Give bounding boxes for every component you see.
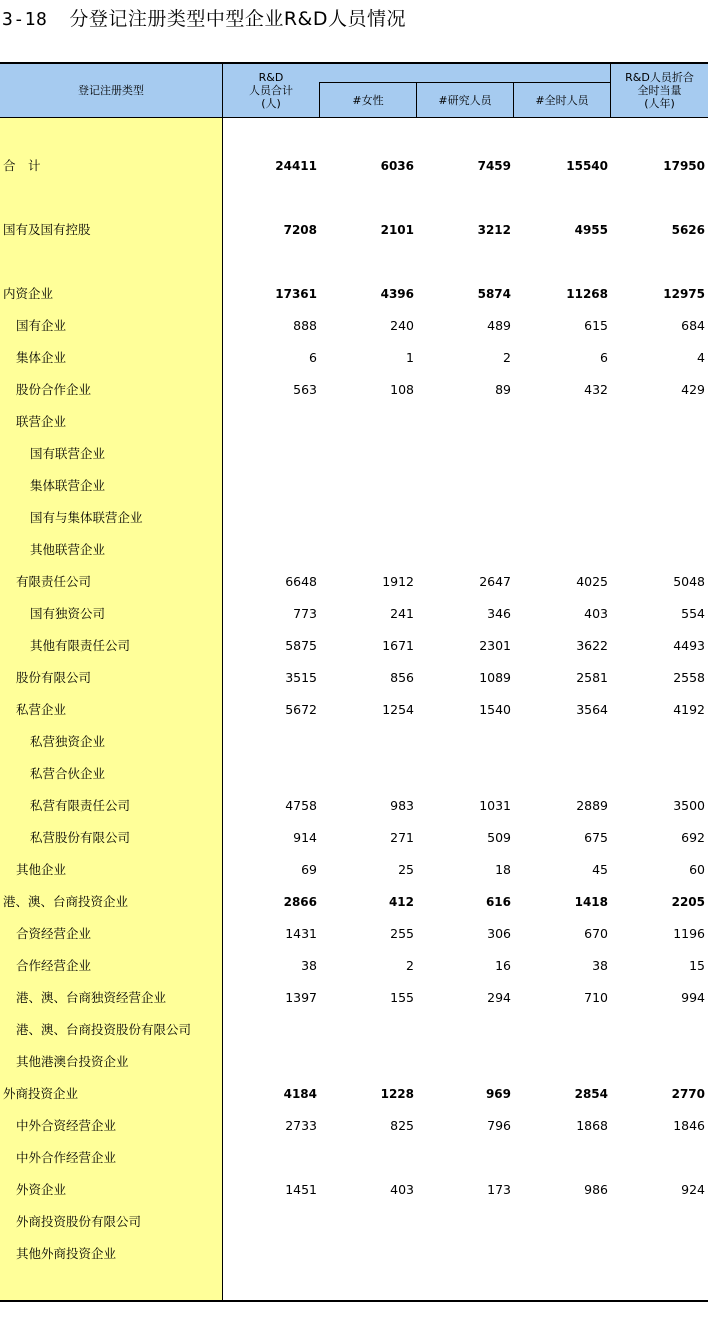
header-divider	[222, 64, 223, 117]
row-value: 3564	[576, 702, 608, 717]
row-label: 股份合作企业	[16, 382, 92, 397]
page-title	[2, 5, 406, 33]
header-registration-type: 登记注册类型	[78, 84, 144, 97]
row-label: 集体企业	[16, 350, 67, 365]
row-value: 1196	[673, 926, 705, 941]
table-row	[0, 284, 708, 304]
row-value	[223, 1212, 317, 1232]
row-value: 24411	[275, 159, 317, 173]
row-value	[514, 1212, 608, 1232]
row-value: 4192	[673, 702, 705, 717]
table-title: 分登记注册类型中型企业R&D人员情况	[69, 8, 407, 30]
row-value: 11268	[566, 287, 608, 301]
row-value: 7459	[477, 159, 511, 173]
row-value: 1540	[479, 702, 511, 717]
row-value	[417, 508, 511, 528]
row-label: 私营合伙企业	[30, 766, 106, 781]
row-value	[611, 444, 705, 464]
row-value	[514, 1052, 608, 1072]
row-value: 615	[584, 318, 608, 333]
table-row	[0, 796, 708, 816]
row-value: 240	[390, 318, 414, 333]
row-value: 4493	[673, 638, 705, 653]
row-label: 港、澳、台商独资经营企业	[16, 990, 167, 1005]
row-value	[417, 1052, 511, 1072]
row-value	[417, 540, 511, 560]
row-value	[611, 412, 705, 432]
row-value: 173	[487, 1182, 511, 1197]
row-label: 外资企业	[16, 1182, 67, 1197]
header-female: #女性	[352, 93, 384, 107]
table-row	[0, 540, 708, 560]
table-row	[0, 412, 708, 432]
row-value: 4758	[285, 798, 317, 813]
row-value: 255	[390, 926, 414, 941]
row-label: 国有与集体联营企业	[30, 510, 143, 525]
row-value: 45	[592, 862, 608, 877]
header-divider	[610, 64, 611, 117]
row-label: 合 计	[3, 158, 41, 173]
header-divider	[513, 83, 514, 117]
row-value: 25	[398, 862, 414, 877]
header-divider	[319, 83, 320, 117]
row-value	[223, 508, 317, 528]
table-row	[0, 508, 708, 528]
row-value: 1671	[382, 638, 414, 653]
row-label: 国有独资公司	[30, 606, 106, 621]
row-value	[611, 732, 705, 752]
row-value	[223, 1052, 317, 1072]
row-value: 1431	[285, 926, 317, 941]
table-row	[0, 860, 708, 880]
row-value: 3212	[477, 223, 511, 237]
row-label: 股份有限公司	[16, 670, 92, 685]
header-subdivider	[319, 82, 611, 83]
row-value: 489	[487, 318, 511, 333]
row-label: 国有及国有控股	[3, 222, 91, 237]
table-number: 3-18	[2, 9, 48, 30]
row-value: 2101	[380, 223, 414, 237]
row-value: 429	[681, 382, 705, 397]
row-value: 1868	[576, 1118, 608, 1133]
table-row	[0, 316, 708, 336]
table-row	[0, 348, 708, 368]
row-value: 18	[495, 862, 511, 877]
table-row	[0, 444, 708, 464]
row-value: 432	[584, 382, 608, 397]
row-value	[611, 1212, 705, 1232]
row-value	[320, 540, 414, 560]
row-value	[223, 1148, 317, 1168]
row-value: 346	[487, 606, 511, 621]
row-value: 773	[293, 606, 317, 621]
row-value: 3500	[673, 798, 705, 813]
row-value: 1089	[479, 670, 511, 685]
row-value	[320, 412, 414, 432]
row-value: 38	[592, 958, 608, 973]
row-value: 2205	[671, 895, 705, 909]
table-row	[0, 1020, 708, 1040]
row-label: 其他港澳台投资企业	[16, 1054, 129, 1069]
row-value: 563	[293, 382, 317, 397]
row-value: 7208	[283, 223, 317, 237]
row-value: 4184	[283, 1087, 317, 1101]
row-value: 1254	[382, 702, 414, 717]
header-researchers: #研究人员	[438, 93, 492, 107]
table-row	[0, 156, 708, 176]
row-value	[320, 508, 414, 528]
row-value: 271	[390, 830, 414, 845]
row-value	[417, 764, 511, 784]
header-rd-total-line3: (人)	[261, 97, 281, 110]
row-value	[417, 1244, 511, 1264]
row-value	[611, 1020, 705, 1040]
row-value	[611, 508, 705, 528]
row-value: 969	[485, 1087, 511, 1101]
row-value: 69	[301, 862, 317, 877]
data-table	[0, 62, 708, 1302]
row-value: 710	[584, 990, 608, 1005]
row-label: 内资企业	[3, 286, 54, 301]
table-row	[0, 1212, 708, 1232]
row-value: 2301	[479, 638, 511, 653]
row-value: 16	[495, 958, 511, 973]
row-value	[223, 412, 317, 432]
row-value: 5875	[285, 638, 317, 653]
row-value	[417, 476, 511, 496]
table-row	[0, 924, 708, 944]
row-label: 外商投资企业	[3, 1086, 79, 1101]
row-value	[320, 1052, 414, 1072]
table-row	[0, 764, 708, 784]
row-label: 其他联营企业	[30, 542, 106, 557]
row-value: 2854	[574, 1087, 608, 1101]
header-fte-line3: (人年)	[644, 97, 675, 110]
row-label: 中外合作经营企业	[16, 1150, 117, 1165]
row-value: 2866	[283, 895, 317, 909]
table-row	[0, 1148, 708, 1168]
row-label: 外商投资股份有限公司	[16, 1214, 142, 1229]
row-value	[320, 1212, 414, 1232]
row-value: 1228	[380, 1087, 414, 1101]
row-value: 924	[681, 1182, 705, 1197]
row-value: 306	[487, 926, 511, 941]
row-label: 其他有限责任公司	[30, 638, 131, 653]
row-value: 2558	[673, 670, 705, 685]
table-row	[0, 220, 708, 240]
table-row	[0, 604, 708, 624]
row-value	[514, 732, 608, 752]
row-value	[417, 732, 511, 752]
row-value	[514, 540, 608, 560]
row-value: 5874	[477, 287, 511, 301]
row-value	[611, 1148, 705, 1168]
row-value: 2889	[576, 798, 608, 813]
row-value	[223, 1244, 317, 1264]
row-value: 4955	[574, 223, 608, 237]
row-value: 692	[681, 830, 705, 845]
table-row	[0, 1180, 708, 1200]
row-value: 108	[390, 382, 414, 397]
row-label: 其他企业	[16, 862, 67, 877]
row-value	[514, 1148, 608, 1168]
table-row	[0, 988, 708, 1008]
table-bottom-rule	[0, 1300, 708, 1302]
row-value	[320, 1244, 414, 1264]
row-value: 2	[503, 350, 511, 365]
row-value: 6	[600, 350, 608, 365]
row-value	[320, 1020, 414, 1040]
row-value: 986	[584, 1182, 608, 1197]
row-value: 994	[681, 990, 705, 1005]
table-row	[0, 732, 708, 752]
row-label: 港、澳、台商投资股份有限公司	[16, 1022, 192, 1037]
row-value: 38	[301, 958, 317, 973]
row-value: 2581	[576, 670, 608, 685]
row-label: 其他外商投资企业	[16, 1246, 117, 1261]
table-row	[0, 1052, 708, 1072]
row-label: 国有联营企业	[30, 446, 106, 461]
row-value: 241	[390, 606, 414, 621]
row-value: 1031	[479, 798, 511, 813]
row-value: 12975	[663, 287, 705, 301]
table-row	[0, 476, 708, 496]
row-label: 私营有限责任公司	[30, 798, 131, 813]
row-value	[320, 732, 414, 752]
table-row	[0, 828, 708, 848]
row-label: 国有企业	[16, 318, 67, 333]
row-label: 集体联营企业	[30, 478, 106, 493]
row-value	[611, 476, 705, 496]
row-label: 私营企业	[16, 702, 67, 717]
row-value	[320, 764, 414, 784]
header-divider	[416, 83, 417, 117]
table-row	[0, 572, 708, 592]
row-value: 554	[681, 606, 705, 621]
row-value: 1397	[285, 990, 317, 1005]
row-value: 888	[293, 318, 317, 333]
row-value	[223, 1020, 317, 1040]
row-value: 675	[584, 830, 608, 845]
row-value: 509	[487, 830, 511, 845]
row-value	[514, 508, 608, 528]
row-label: 中外合资经营企业	[16, 1118, 117, 1133]
row-value: 3515	[285, 670, 317, 685]
row-label: 私营独资企业	[30, 734, 106, 749]
row-label: 港、澳、台商投资企业	[3, 894, 129, 909]
row-value: 5672	[285, 702, 317, 717]
row-value	[611, 1244, 705, 1264]
row-value	[223, 540, 317, 560]
table-row	[0, 892, 708, 912]
row-label: 合资经营企业	[16, 926, 92, 941]
row-label: 有限责任公司	[16, 574, 92, 589]
row-value: 4	[697, 350, 705, 365]
row-value	[611, 1052, 705, 1072]
row-value	[514, 412, 608, 432]
header-fte	[611, 64, 708, 117]
table-row	[0, 1084, 708, 1104]
row-value: 1912	[382, 574, 414, 589]
row-value: 1451	[285, 1182, 317, 1197]
row-value	[223, 732, 317, 752]
row-value: 89	[495, 382, 511, 397]
table-row	[0, 380, 708, 400]
row-value: 2733	[285, 1118, 317, 1133]
row-value	[514, 476, 608, 496]
table-row	[0, 668, 708, 688]
row-value: 6648	[285, 574, 317, 589]
row-value	[417, 412, 511, 432]
row-value	[611, 540, 705, 560]
row-value: 155	[390, 990, 414, 1005]
row-value: 2770	[671, 1087, 705, 1101]
row-value: 3622	[576, 638, 608, 653]
row-value: 1846	[673, 1118, 705, 1133]
row-value: 796	[487, 1118, 511, 1133]
row-value: 856	[390, 670, 414, 685]
row-value	[514, 444, 608, 464]
table-body	[0, 118, 708, 1302]
row-value: 4396	[380, 287, 414, 301]
row-value: 412	[388, 895, 414, 909]
row-value	[320, 444, 414, 464]
table-row	[0, 636, 708, 656]
header-rd-total-line2: 人员合计	[249, 84, 293, 97]
row-value	[514, 1020, 608, 1040]
row-value: 15	[689, 958, 705, 973]
row-value: 1418	[574, 895, 608, 909]
row-value: 825	[390, 1118, 414, 1133]
table-row	[0, 700, 708, 720]
table-header	[0, 62, 708, 118]
header-rd-total	[223, 64, 319, 117]
row-value: 6	[309, 350, 317, 365]
row-value	[417, 444, 511, 464]
header-fte-line2: 全时当量	[637, 84, 682, 97]
row-label: 私营股份有限公司	[30, 830, 131, 845]
row-value	[417, 1020, 511, 1040]
row-value	[223, 476, 317, 496]
row-value: 914	[293, 830, 317, 845]
row-value: 17361	[275, 287, 317, 301]
row-value: 5626	[671, 223, 705, 237]
row-value	[514, 764, 608, 784]
row-value: 1	[406, 350, 414, 365]
row-value	[417, 1148, 511, 1168]
row-value: 2	[406, 958, 414, 973]
row-value	[611, 764, 705, 784]
row-value	[417, 1212, 511, 1232]
table-row	[0, 956, 708, 976]
row-label: 联营企业	[16, 414, 67, 429]
row-value: 17950	[663, 159, 705, 173]
header-fte-line1: R&D人员折合	[625, 71, 694, 84]
row-value: 294	[487, 990, 511, 1005]
row-value: 684	[681, 318, 705, 333]
row-value: 15540	[566, 159, 608, 173]
table-row	[0, 1244, 708, 1264]
row-value	[320, 1148, 414, 1168]
row-value	[223, 764, 317, 784]
row-value	[320, 476, 414, 496]
table-row	[0, 1116, 708, 1136]
row-value: 616	[485, 895, 511, 909]
row-value	[223, 444, 317, 464]
row-value: 60	[689, 862, 705, 877]
row-value: 670	[584, 926, 608, 941]
row-value: 5048	[673, 574, 705, 589]
row-value: 6036	[380, 159, 414, 173]
row-value	[514, 1244, 608, 1264]
row-value: 403	[390, 1182, 414, 1197]
header-full-time: #全时人员	[535, 93, 589, 107]
row-value: 4025	[576, 574, 608, 589]
row-value: 2647	[479, 574, 511, 589]
row-value: 983	[390, 798, 414, 813]
row-label: 合作经营企业	[16, 958, 92, 973]
row-value: 403	[584, 606, 608, 621]
header-rd-total-line1: R&D	[258, 71, 284, 84]
